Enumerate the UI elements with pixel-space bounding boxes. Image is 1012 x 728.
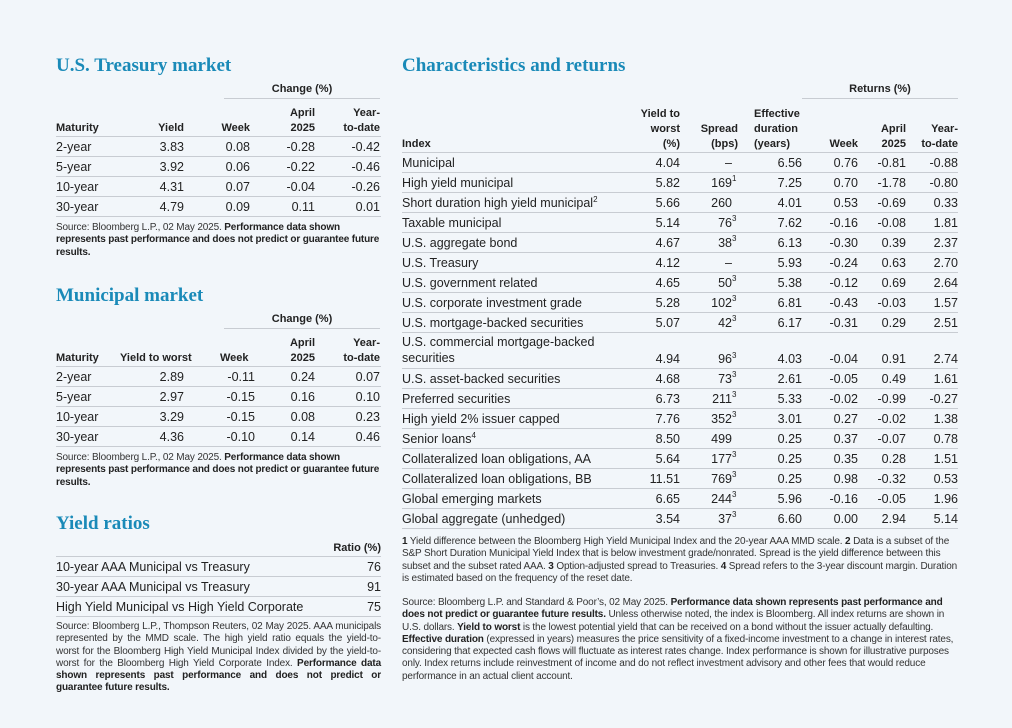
table-cell: 10-year [56,409,99,424]
table-cell: -0.46 [351,159,380,174]
spread-value: – [725,255,732,270]
ytw-cell: 5.82 [655,175,680,190]
index-name-text: High yield 2% issuer capped [402,411,560,426]
duration-cell: 5.38 [777,275,802,290]
duration-cell: 0.25 [777,431,802,446]
ratio-row [56,577,381,597]
spread-cell [680,432,738,446]
ytw-cell: 4.65 [655,275,680,290]
index-name-text: U.S. aggregate bond [402,235,518,250]
index-name-text: Senior loans [402,431,472,446]
table-row [402,369,958,389]
ratio-value: 75 [367,599,381,614]
table-cell: 5-year [56,159,92,174]
col-yield: Yield [158,122,184,134]
ytd-cell: 5.14 [933,511,958,526]
spread-cell: $73^3$ [718,370,737,386]
treasury-group-header: Change (%) [224,82,380,99]
table-row [402,213,958,233]
ratios-header-row [56,537,381,557]
col-april: April 2025 [880,123,906,150]
duration-cell: 3.01 [777,411,802,426]
april-cell: -0.02 [877,411,906,426]
table-cell: 0.10 [355,389,380,404]
april-cell: -0.07 [877,431,906,446]
duration-cell: 6.56 [777,155,802,170]
index-name-text: Short duration high yield municipal [402,195,594,210]
table-row [56,427,381,447]
col-april: April 2025 [289,337,315,364]
week-cell: 0.98 [833,471,858,486]
ytd-cell: 2.70 [933,255,958,270]
index-name [402,511,634,527]
treasury-table [56,82,381,217]
col-ytd: Year- to-date [343,107,380,134]
table-cell: -0.15 [226,389,255,404]
index-name-text: Preferred securities [402,391,511,406]
spread-value: 211 [712,391,732,406]
spread-cell: $211^3$ [712,390,737,406]
spread-value: 76 [718,215,732,230]
table-cell: 0.07 [355,369,380,384]
ytw-cell: 5.28 [655,295,680,310]
index-name-text: Global emerging markets [402,491,542,506]
spread-value: 96 [718,352,732,366]
index-name [402,295,634,311]
col-week: Week [829,138,858,150]
table-cell: 10-year [56,179,99,194]
table-row [402,333,958,369]
duration-cell: 4.01 [777,195,802,210]
duration-cell: 6.13 [777,235,802,250]
spread-value: 38 [718,235,732,250]
april-cell: 0.39 [881,235,906,250]
table-cell: 2.89 [159,369,184,384]
table-cell: 0.08 [290,409,315,424]
week-cell: -0.43 [829,295,858,310]
duration-cell: 0.25 [777,451,802,466]
ytw-cell: 5.64 [655,451,680,466]
ytw-cell: 4.04 [655,155,680,170]
col-maturity: Maturity [56,122,99,134]
ytd-cell: 0.53 [933,471,958,486]
index-name-text: U.S. asset-backed securities [402,371,561,386]
ytd-cell: 2.37 [933,235,958,250]
table-cell: -0.28 [286,139,315,154]
table-row [402,273,958,293]
table-cell: 4.31 [159,179,184,194]
index-name-text: Municipal [402,155,455,170]
duration-cell: 7.62 [777,215,802,230]
april-cell: 0.91 [881,352,906,366]
spread-cell: $38^3$ [718,234,737,250]
footnote-mark: 2 [593,194,598,204]
spread-cell: $42^3$ [718,314,737,330]
ratio-row [56,597,381,617]
index-name-line: securities [402,351,455,365]
ytw-cell: 4.94 [655,352,680,366]
spread-value: 499 [711,431,732,446]
index-name [402,431,634,447]
municipal-table [56,312,381,447]
index-name-text: Collateralized loan obligations, AA [402,451,592,466]
table-row [402,469,958,489]
spread-value: 177 [711,451,732,466]
table-cell: 2.97 [159,389,184,404]
week-cell: 0.27 [833,411,858,426]
week-cell: -0.05 [829,371,858,386]
col-maturity: Maturity [56,352,99,364]
spread-cell: $769^3$ [711,470,737,486]
index-name-text: U.S. mortgage-backed securities [402,315,584,330]
ytw-cell: 5.14 [655,215,680,230]
ytd-cell: 0.78 [933,431,958,446]
ytd-cell: 1.81 [933,215,958,230]
treasury-header-row [56,104,381,137]
characteristics-footnotes: 1 Yield difference between the Bloomberg High Yield Municipal Index and the 20-year AAA MMD scale. 2 Data is a subset of the S&P Short Duration Municipal Yield Index that is below investment grade/nonrated. Spread is the yield difference between this subset and the subset rated AAA. 3 Option-adjusted spread to Treasuries. 4 Spread refers to the 3-year discount margin. Duration is estimated based on the frequency of the reset date. [402,536,958,584]
spread-cell: $37^3$ [718,510,737,526]
april-cell: -0.81 [877,155,906,170]
ytw-cell: 4.67 [655,235,680,250]
duration-cell: 6.17 [777,315,802,330]
week-cell: 0.53 [833,195,858,210]
index-name [402,334,634,366]
spread-cell: $50^3$ [718,274,737,290]
april-cell: 0.63 [881,255,906,270]
table-cell: 0.09 [225,199,250,214]
index-name [402,275,634,291]
spread-value: 73 [718,371,732,386]
duration-cell: 5.96 [777,491,802,506]
municipal-group-header: Change (%) [224,312,380,329]
week-cell: -0.02 [829,391,858,406]
table-row [56,407,381,427]
col-april: April 2025 [289,107,315,134]
spread-value: 244 [711,491,732,506]
table-cell: 5-year [56,389,92,404]
index-name [402,471,634,487]
index-name [402,195,634,211]
duration-cell: 4.03 [777,352,802,366]
col-yield-to-worst: Yield to worst [120,352,192,364]
index-name-text: U.S. government related [402,275,538,290]
ytw-cell: 11.51 [649,471,680,486]
table-cell: 0.16 [290,389,315,404]
ytd-cell: 2.74 [933,352,958,366]
ytd-cell: 2.64 [933,275,958,290]
table-cell: 0.07 [225,179,250,194]
index-name-text: Global aggregate (unhedged) [402,511,566,526]
ytd-cell: 1.61 [933,371,958,386]
spread-value: 37 [718,511,732,526]
spread-cell: $76^3$ [718,214,737,230]
week-cell: -0.04 [829,352,858,366]
table-cell: -0.42 [351,139,380,154]
table-row [56,387,381,407]
april-cell: -0.32 [877,471,906,486]
table-row [402,313,958,333]
duration-cell: 5.33 [777,391,802,406]
index-name [402,315,634,331]
ratio-value: 76 [367,559,381,574]
ytd-cell: 2.51 [933,315,958,330]
index-name [402,391,634,407]
april-cell: -0.99 [877,391,906,406]
table-row [402,409,958,429]
table-row [402,293,958,313]
ytw-cell: 5.66 [655,195,680,210]
table-cell: -0.11 [227,369,255,384]
table-row [56,197,381,217]
table-cell: 0.23 [355,409,380,424]
table-cell: 3.92 [159,159,184,174]
table-cell: 30-year [56,429,99,444]
spread-value: 260 [711,195,732,210]
table-cell: -0.26 [351,179,380,194]
spread-cell: $102^3$ [711,294,737,310]
ytd-cell: 0.33 [933,195,958,210]
ratio-label: 10-year AAA Municipal vs Treasury [56,559,250,574]
index-name [402,491,634,507]
col-spread: Spread (bps) [700,123,738,150]
duration-cell: 5.93 [777,255,802,270]
spread-cell [680,256,738,270]
table-row [56,177,381,197]
index-name-text: High yield municipal [402,175,514,190]
index-name [402,235,634,251]
ytw-cell: 8.50 [655,431,680,446]
spread-value: 169 [711,175,732,190]
spread-cell: $169^1$ [711,174,737,190]
ratio-label: 30-year AAA Municipal vs Treasury [56,579,250,594]
col-ytd: Year- to-date [343,337,380,364]
table-row [402,153,958,173]
week-cell: -0.31 [829,315,858,330]
duration-cell: 2.61 [777,371,802,386]
table-row [402,509,958,529]
ytw-cell: 3.54 [655,511,680,526]
week-cell: -0.16 [829,491,858,506]
table-cell: 0.08 [225,139,250,154]
table-row [56,137,381,157]
municipal-source: Source: Bloomberg L.P., 02 May 2025. Performance data shown represents past performance and does not predict or guarantee future results. [56,452,380,488]
week-cell: 0.70 [833,175,858,190]
table-cell: 30-year [56,199,99,214]
ytd-cell: 1.51 [933,451,958,466]
ytw-cell: 6.73 [655,391,680,406]
spread-value: 50 [718,275,732,290]
table-cell: 0.11 [291,199,315,214]
table-cell: 4.36 [159,429,184,444]
spread-value: 42 [718,315,732,330]
week-cell: 0.00 [833,511,858,526]
col-duration: Effective duration (years) [754,108,800,150]
table-row [402,193,958,213]
spread-value: 102 [711,295,732,310]
ytd-cell: -0.80 [929,175,958,190]
table-row [402,233,958,253]
treasury-source: Source: Bloomberg L.P., 02 May 2025. Performance data shown represents past performance and does not predict or guarantee future results. [56,222,380,258]
table-row [56,157,381,177]
table-row [402,489,958,509]
spread-value: 352 [711,411,732,426]
ytw-cell: 6.65 [655,491,680,506]
index-name [402,371,634,387]
characteristics-title: Characteristics and returns [402,55,626,76]
table-cell: 4.79 [159,199,184,214]
ratios-source: Source: Bloomberg L.P., Thompson Reuters, 02 May 2025. AAA municipals represented by the MMD scale. The high yield ratio equals the yield-to-worst for the Bloomberg High Yield Municipal Index divided by the yield-to-worst for the Bloomberg High Yield Corporate Index. Performance data shown represents past performance and does not predict or guarantee future results. [56,621,381,694]
characteristics-source: Source: Bloomberg L.P. and Standard & Poor’s, 02 May 2025. Performance data shown represents past performance and does not predict or guarantee future results. Unless otherwise noted, the index is Bloomberg. All index returns are shown in U.S. dollars. Yield to worst is the lowest potential yield that can be received on a bond without the issuer actually defaulting. Effective duration (expressed in years) measures the price sensitivity of a fixed-income investment to a change in interest rates, considering that expected cash flows will fluctuate as interest rates change. Index performance is shown for illustrative purposes only. Index returns include reinvestment of income and do not reflect investment advisory and other fees that would reduce performance in an actual client account. [402,597,954,682]
week-cell: -0.24 [829,255,858,270]
week-cell: 0.37 [833,431,858,446]
ratios-table [56,537,381,617]
april-cell: 2.94 [881,511,906,526]
index-name [402,215,634,231]
ytd-cell: 1.57 [933,295,958,310]
col-week: Week [221,122,250,134]
ratio-row [56,557,381,577]
table-cell: 2-year [56,139,92,154]
index-name [402,155,634,171]
ytw-cell: 4.12 [655,255,680,270]
table-cell: 0.06 [225,159,250,174]
index-name [402,255,634,271]
spread-cell: $352^3$ [711,410,737,426]
index-name-text: Collateralized loan obligations, BB [402,471,592,486]
municipal-title: Municipal market [56,285,204,306]
characteristics-header-row [402,102,958,153]
duration-cell: 0.25 [777,471,802,486]
spread-cell: $177^3$ [711,450,737,466]
col-yield-to-worst: Yield to worst (%) [640,108,680,150]
index-name [402,411,634,427]
ytw-cell: 5.07 [655,315,680,330]
table-cell: 2-year [56,369,92,384]
spread-cell: $244^3$ [711,490,737,506]
table-row [402,173,958,193]
table-row [56,367,381,387]
table-row [402,253,958,273]
spread-value: 769 [711,471,732,486]
index-name [402,175,634,191]
week-cell: 0.35 [833,451,858,466]
week-cell: -0.12 [829,275,858,290]
table-row [402,449,958,469]
index-name [402,451,634,467]
ytd-cell: 1.38 [933,411,958,426]
april-cell: -1.78 [877,175,906,190]
ratio-value: 91 [367,579,381,594]
april-cell: -0.69 [877,195,906,210]
table-row [402,389,958,409]
duration-cell: 6.60 [777,511,802,526]
ytw-cell: 4.68 [655,371,680,386]
week-cell: -0.16 [829,215,858,230]
municipal-header-row [56,334,381,367]
treasury-title: U.S. Treasury market [56,55,232,76]
ytd-cell: -0.88 [929,155,958,170]
table-cell: 0.01 [355,199,380,214]
ytw-cell: 7.76 [655,411,680,426]
table-cell: 3.29 [159,409,184,424]
april-cell: 0.29 [881,315,906,330]
duration-cell: 7.25 [777,175,802,190]
index-name-text: Taxable municipal [402,215,502,230]
april-cell: 0.49 [881,371,906,386]
col-week: Week [220,352,249,364]
index-name-line: U.S. commercial mortgage-backed [402,335,595,349]
duration-cell: 6.81 [777,295,802,310]
characteristics-table [402,82,958,529]
spread-value: – [725,155,732,170]
table-row [402,429,958,449]
week-cell: -0.30 [829,235,858,250]
april-cell: -0.08 [877,215,906,230]
april-cell: 0.28 [881,451,906,466]
ratios-title: Yield ratios [56,513,150,534]
table-cell: -0.22 [286,159,315,174]
index-name-text: U.S. Treasury [402,255,479,270]
ytd-cell: 1.96 [933,491,958,506]
table-cell: -0.10 [226,429,255,444]
table-cell: -0.15 [226,409,255,424]
week-cell: 0.76 [833,155,858,170]
table-cell: 3.83 [159,139,184,154]
ratio-label: High Yield Municipal vs High Yield Corporate [56,599,304,614]
spread-cell [680,196,738,210]
col-ratio: Ratio (%) [333,542,381,554]
ytd-cell: -0.27 [929,391,958,406]
april-cell: -0.03 [877,295,906,310]
spread-cell: $96^3$ [718,350,737,366]
footnote-mark: 4 [471,430,476,440]
table-cell: 0.24 [290,369,315,384]
april-cell: 0.69 [881,275,906,290]
returns-group-header: Returns (%) [802,82,958,99]
table-cell: 0.14 [290,429,315,444]
spread-cell [680,156,738,170]
table-cell: 0.46 [355,429,380,444]
april-cell: -0.05 [877,491,906,506]
col-ytd: Year- to-date [921,123,958,150]
table-cell: -0.04 [286,179,315,194]
col-index: Index [402,138,431,150]
index-name-text: U.S. corporate investment grade [402,295,582,310]
